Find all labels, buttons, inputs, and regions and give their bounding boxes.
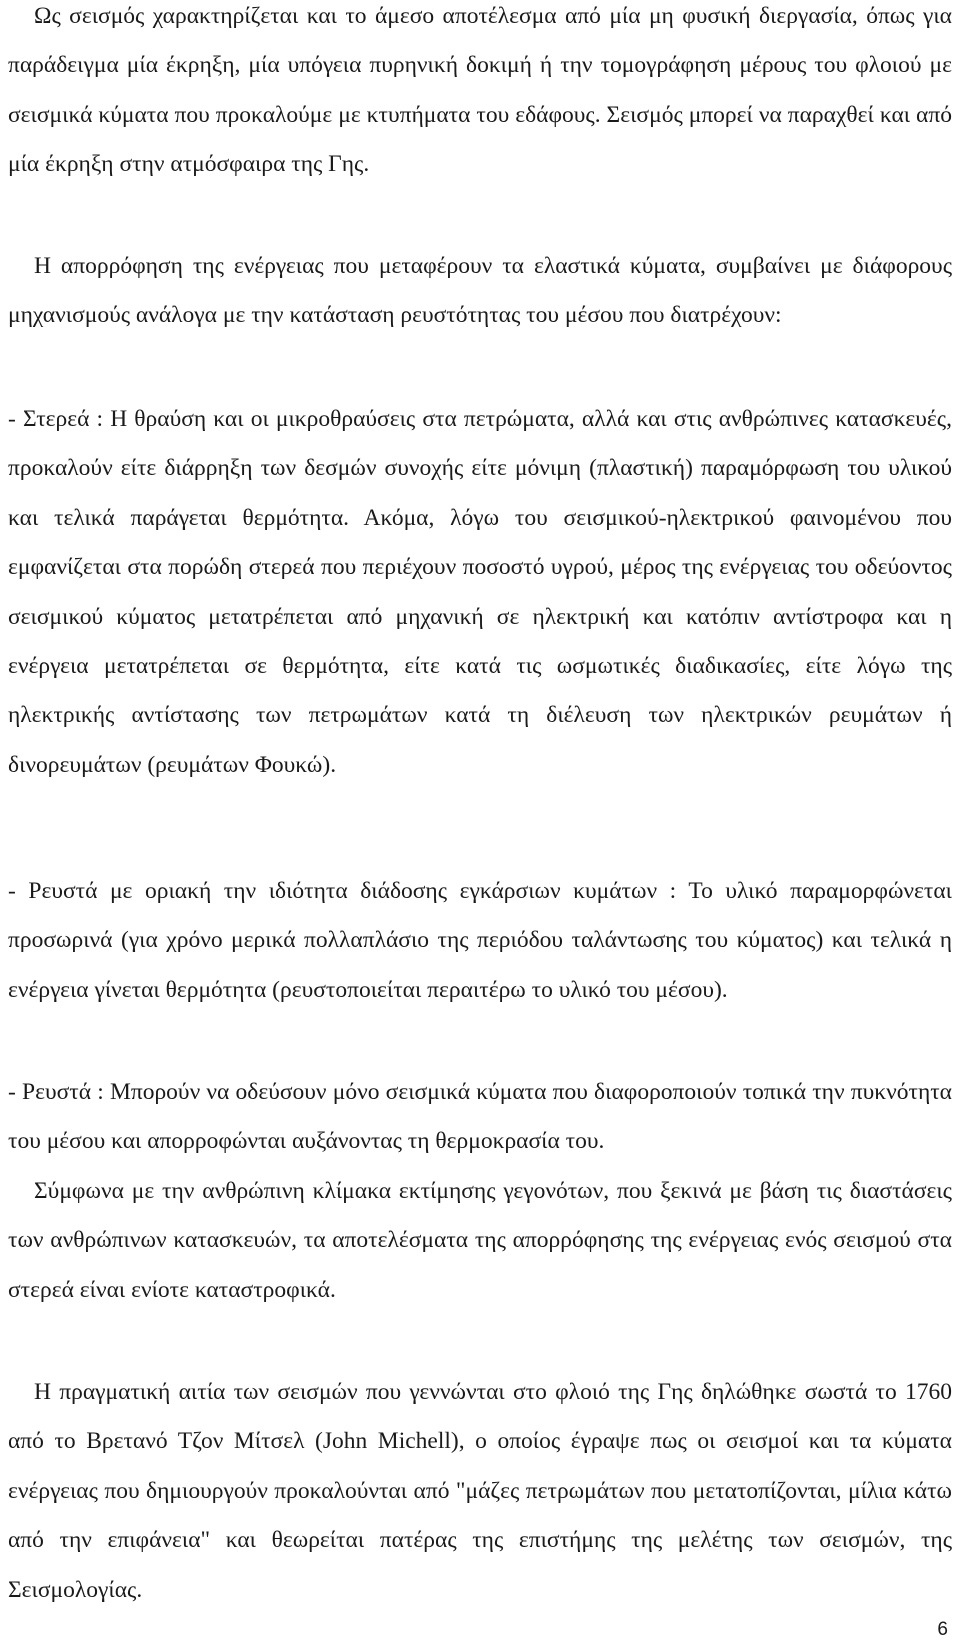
paragraph-solids: - Στερεά : Η θραύση και οι μικροθραύσεις στα πετρώματα, αλλά και στις ανθρώπινες κατασκευές, προκαλούν είτε διάρρηξη των δεσμών συνοχής είτε μόνιμη (πλαστική) παραμόρφωση του υλικού και τελικά παράγεται θερμότητα. Ακόμα, λόγω του σεισμικού-ηλεκτρικού φαινομένου που εμφανίζεται στα πορώδη στερεά που περιέχουν ποσοστό υγρού, μέρος της ενέργειας του οδεύοντος σεισμικού κύματος μετατρέπεται από μηχανική σε ηλεκτρική και κατόπιν αντίστροφα και η ενέργεια μετατρέπεται σε θερμότητα, είτε κατά τις ωσμωτικές διαδικασίες, είτε λόγω της ηλεκτρικής αντίστασης των πετρωμάτων κατά τη διέλευση των ηλεκτρικών ρευμάτων ή δινορευμάτων (ρευμάτων Φουκώ). [8, 406, 952, 778]
paragraph-human-scale: Σύμφωνα με την ανθρώπινη κλίμακα εκτίμησης γεγονότων, που ξεκινά με βάση τις διαστάσεις των ανθρώπινων κατασκευών, τα αποτελέσματα της απορρόφησης της ενέργειας ενός σεισμού στα στερεά είναι ενίοτε καταστροφικά. [8, 1178, 952, 1303]
paragraph-energy-absorption: Η απορρόφηση της ενέργειας που μεταφέρουν τα ελαστικά κύματα, συμβαίνει με διάφορους μηχανισμούς ανάλογα με την κατάσταση ρευστότητας του μέσου που διατρέχουν: [8, 253, 952, 329]
page-number: 6 [937, 1619, 948, 1640]
document-page [8, 0, 952, 1647]
paragraph-fluids: - Ρευστά : Μπορούν να οδεύσουν μόνο σεισμικά κύματα που διαφοροποιούν τοπικά την πυκνότητα του μέσου και απορροφώνται αυξάνοντας τη θερμοκρασία του. [8, 1079, 952, 1155]
paragraph-john-michell: Η πραγματική αιτία των σεισμών που γεννώνται στο φλοιό της Γης δηλώθηκε σωστά το 1760 από το Βρετανό Τζον Μίτσελ (John Michell), ο οποίος έγραψε πως οι σεισμοί και τα κύματα ενέργειας που δημιουργούν προκαλούνται από "μάζες πετρωμάτων που μετατοπίζονται, μίλια κάτω από την επιφάνεια" και θεωρείται πατέρας της επιστήμης της μελέτης των σεισμών, της Σεισμολογίας. [8, 1379, 952, 1603]
paragraph-fluids-transverse: - Ρευστά με οριακή την ιδιότητα διάδοσης εγκάρσιων κυμάτων : Το υλικό παραμορφώνεται προσωρινά (για χρόνο μερικά πολλαπλάσιο της περιόδου ταλάντωσης του κύματος) και τελικά η ενέργεια γίνεται θερμότητα (ρευστοποιείται περαιτέρω το υλικό του μέσου). [8, 878, 952, 1003]
paragraph-seismic-definition: Ως σεισμός χαρακτηρίζεται και το άμεσο αποτέλεσμα από μία μη φυσική διεργασία, όπως για παράδειγμα μία έκρηξη, μία υπόγεια πυρηνική δοκιμή ή την τομογράφηση μέρους του φλοιού με σεισμικά κύματα που προκαλούμε με κτυπήματα του εδάφους. Σεισμός μπορεί να παραχθεί και από μία έκρηξη στην ατμόσφαιρα της Γης. [8, 3, 952, 178]
